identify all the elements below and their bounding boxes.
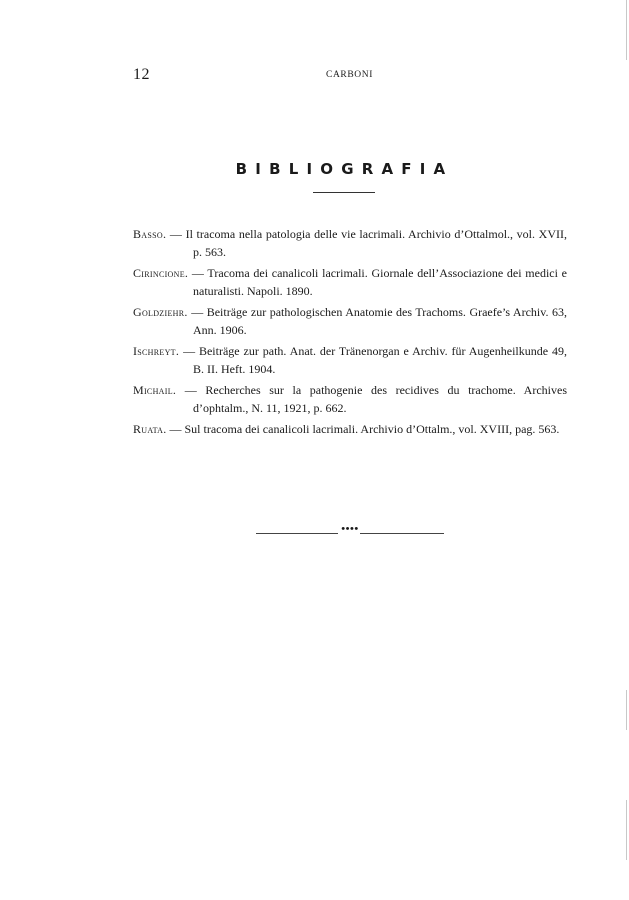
bibliography-entry bbox=[133, 265, 567, 300]
ornament-rule-left bbox=[256, 533, 338, 534]
entry-author: Ruata. bbox=[133, 422, 167, 436]
entry-author: Cirincione. bbox=[133, 266, 189, 280]
entry-author: Basso. bbox=[133, 227, 167, 241]
scan-edge-mark bbox=[626, 800, 627, 860]
page-number: 12 bbox=[133, 66, 150, 83]
entry-author: Goldziehr. bbox=[133, 305, 188, 319]
bibliography-list bbox=[133, 226, 567, 443]
entry-text: — Tracoma dei canalicoli lacrimali. Giornale dell’Associazione dei medici e naturalisti. Napoli. 1890. bbox=[188, 266, 567, 298]
entry-text: — Beiträge zur pathologischen Anatomie des Trachoms. Graefe’s Archiv. 63, Ann. 1906. bbox=[187, 305, 567, 337]
bibliography-entry bbox=[133, 382, 567, 417]
scan-edge-mark bbox=[626, 690, 627, 730]
entry-text: — Recherches sur la pathogenie des recidives du trachome. Archives d’ophtalm., N. 11, 1921, p. 662. bbox=[176, 383, 567, 415]
bibliography-entry bbox=[133, 304, 567, 339]
ornament-rule-right bbox=[360, 533, 444, 534]
ornament-dots: •••• bbox=[341, 523, 359, 535]
bibliography-entry bbox=[133, 343, 567, 378]
bibliography-entry bbox=[133, 226, 567, 261]
bibliography-entry bbox=[133, 421, 567, 439]
end-ornament bbox=[256, 523, 444, 536]
title-rule bbox=[313, 192, 375, 193]
entry-text: — Il tracoma nella patologia delle vie lacrimali. Archivio d’Ottalmol., vol. XVII, p. 563. bbox=[166, 227, 567, 259]
entry-text: — Beiträge zur path. Anat. der Tränenorgan e Archiv. für Augenheilkunde 49, B. II. Heft. 1904. bbox=[179, 344, 567, 376]
entry-author: Ischreyt. bbox=[133, 344, 180, 358]
running-head: CARBONI bbox=[326, 70, 373, 80]
section-title: BIBLIOGRAFIA bbox=[235, 160, 454, 178]
entry-text: — Sul tracoma dei canalicoli lacrimali. Archivio d’Ottalm., vol. XVIII, pag. 563. bbox=[166, 422, 560, 436]
entry-author: Michail. bbox=[133, 383, 177, 397]
scan-edge-mark bbox=[626, 0, 627, 60]
